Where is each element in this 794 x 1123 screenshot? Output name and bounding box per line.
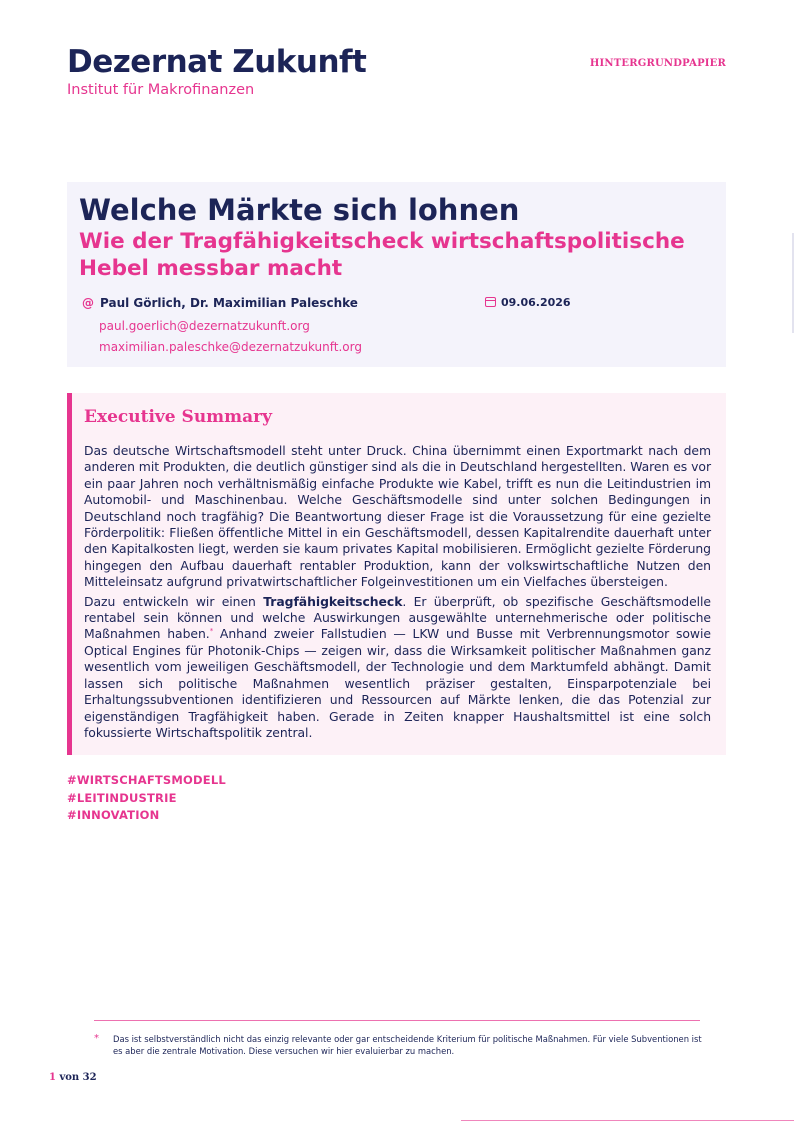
authors [82,296,358,310]
logo-subtitle: Institut für Makrofinanzen [67,82,255,98]
title-block [67,182,726,367]
author-email-link[interactable]: maximilian.paleschke@dezernatzukunft.org [99,340,362,354]
bottom-divider [461,1120,794,1121]
tag-wirtschaftsmodell[interactable]: #WIRTSCHAFTSMODELL [67,773,226,787]
publication-date [485,296,571,309]
author-email-link[interactable]: paul.goerlich@dezernatzukunft.org [99,319,310,333]
footnote-text: Das ist selbstverständlich nicht das einzig relevante oder gar entscheidende Kriterium für politische Maßnahmen. Für viele Subventionen ist es aber die zentrale Motivation. Diese versuchen wir hier evaluierbar zu machen. [113,1034,702,1056]
author-names: Paul Görlich, Dr. Maximilian Paleschke [100,296,358,310]
summary-heading: Executive Summary [84,407,273,427]
tag-leitindustrie[interactable]: #LEITINDUSTRIE [67,790,177,805]
at-icon: @ [82,296,94,310]
page-number [49,1072,97,1083]
tag-innovation[interactable]: #INNOVATION [67,808,160,822]
footnote-divider [94,1020,700,1021]
tag-list [67,772,226,825]
text-segment: Dazu entwickeln wir einen [84,593,264,609]
text-segment: Anhand zweier Fallstudien — LKW und Busse mit Verbrennungsmotor sowie Optical Engines für Photonik-Chips — zeigen wir, dass die Wirksamkeit politischer Maßnahmen ganz wesentlich vom jeweiligen Geschäftsmodell, der Technologie und dem Marktumfeld abhängt. Damit lassen sich politische Maßnahmen wesentlich präziser gestalten, Einsparpotenziale bei Erhaltungssubventionen identifizieren und Ressourcen auf Märkte lenken, die das Potenzial zur eigenständigen Tragfähigkeit haben. Gerade in Zeiten knapper Haushaltsmittel ist eine solch fokussierte Wirtschaftspolitik zentral. [84,626,711,740]
footnote-marker[interactable]: * [209,627,214,636]
summary-paragraph [84,594,711,742]
page-title: Welche Märkte sich lohnen [79,193,520,227]
text-segment: . Er überprüft, ob spezifische Geschäftsmodelle rentabel sein können und welche Auswirkungen ausgewählte unternehmerische oder politische Maßnahmen haben. [84,593,712,642]
footnote-mark: * [94,1033,99,1044]
document-type-label: HINTERGRUNDPAPIER [589,58,726,69]
calendar-icon [485,297,496,307]
executive-summary [67,393,726,755]
logo-name: Dezernat Zukunft [67,44,367,80]
keyword-tragfaehigkeitscheck: Tragfähigkeitscheck [263,593,403,609]
summary-body [84,443,711,744]
logo [67,44,366,99]
page-total: von 32 [55,1072,97,1083]
accent-bar [67,393,72,755]
page-subtitle: Wie der Tragfähigkeitscheck wirtschaftspolitische Hebel messbar macht [79,229,685,281]
summary-paragraph: Das deutsche Wirtschaftsmodell steht unter Druck. China übernimmt einen Exportmarkt nach dem anderen mit Produkten, die deutlich günstiger sind als die in Deutschland hergestellten. Waren es vor ein paar Jahren noch verhältnismäßig einfache Produkte wie Kabel, trifft es nun die Leitindustrien im Automobil- und Maschinenbau. Welche Geschäftsmodelle sind unter solchen Bedingungen in Deutschland noch tragfähig? Die Beantwortung dieser Frage ist die Voraussetzung für eine gezielte Förderpolitik: Fließen öffentliche Mittel in ein Geschäftsmodell, dessen Kapitalrendite dauerhaft unter den Kapitalkosten liegt, werden sie kaum privates Kapital mobilisieren. Ermöglicht gezielte Förderung hingegen den Aufbau dauerhaft rentabler Produktion, kann der volkswirtschaftliche Nutzen den Mitteleinsatz aufgrund privatwirtschaftlicher Folgeinvestitionen um ein Vielfaches übersteigen. [84,443,711,590]
date-text: 09.06.2026 [501,296,571,309]
current-page: 1 [49,1072,56,1083]
